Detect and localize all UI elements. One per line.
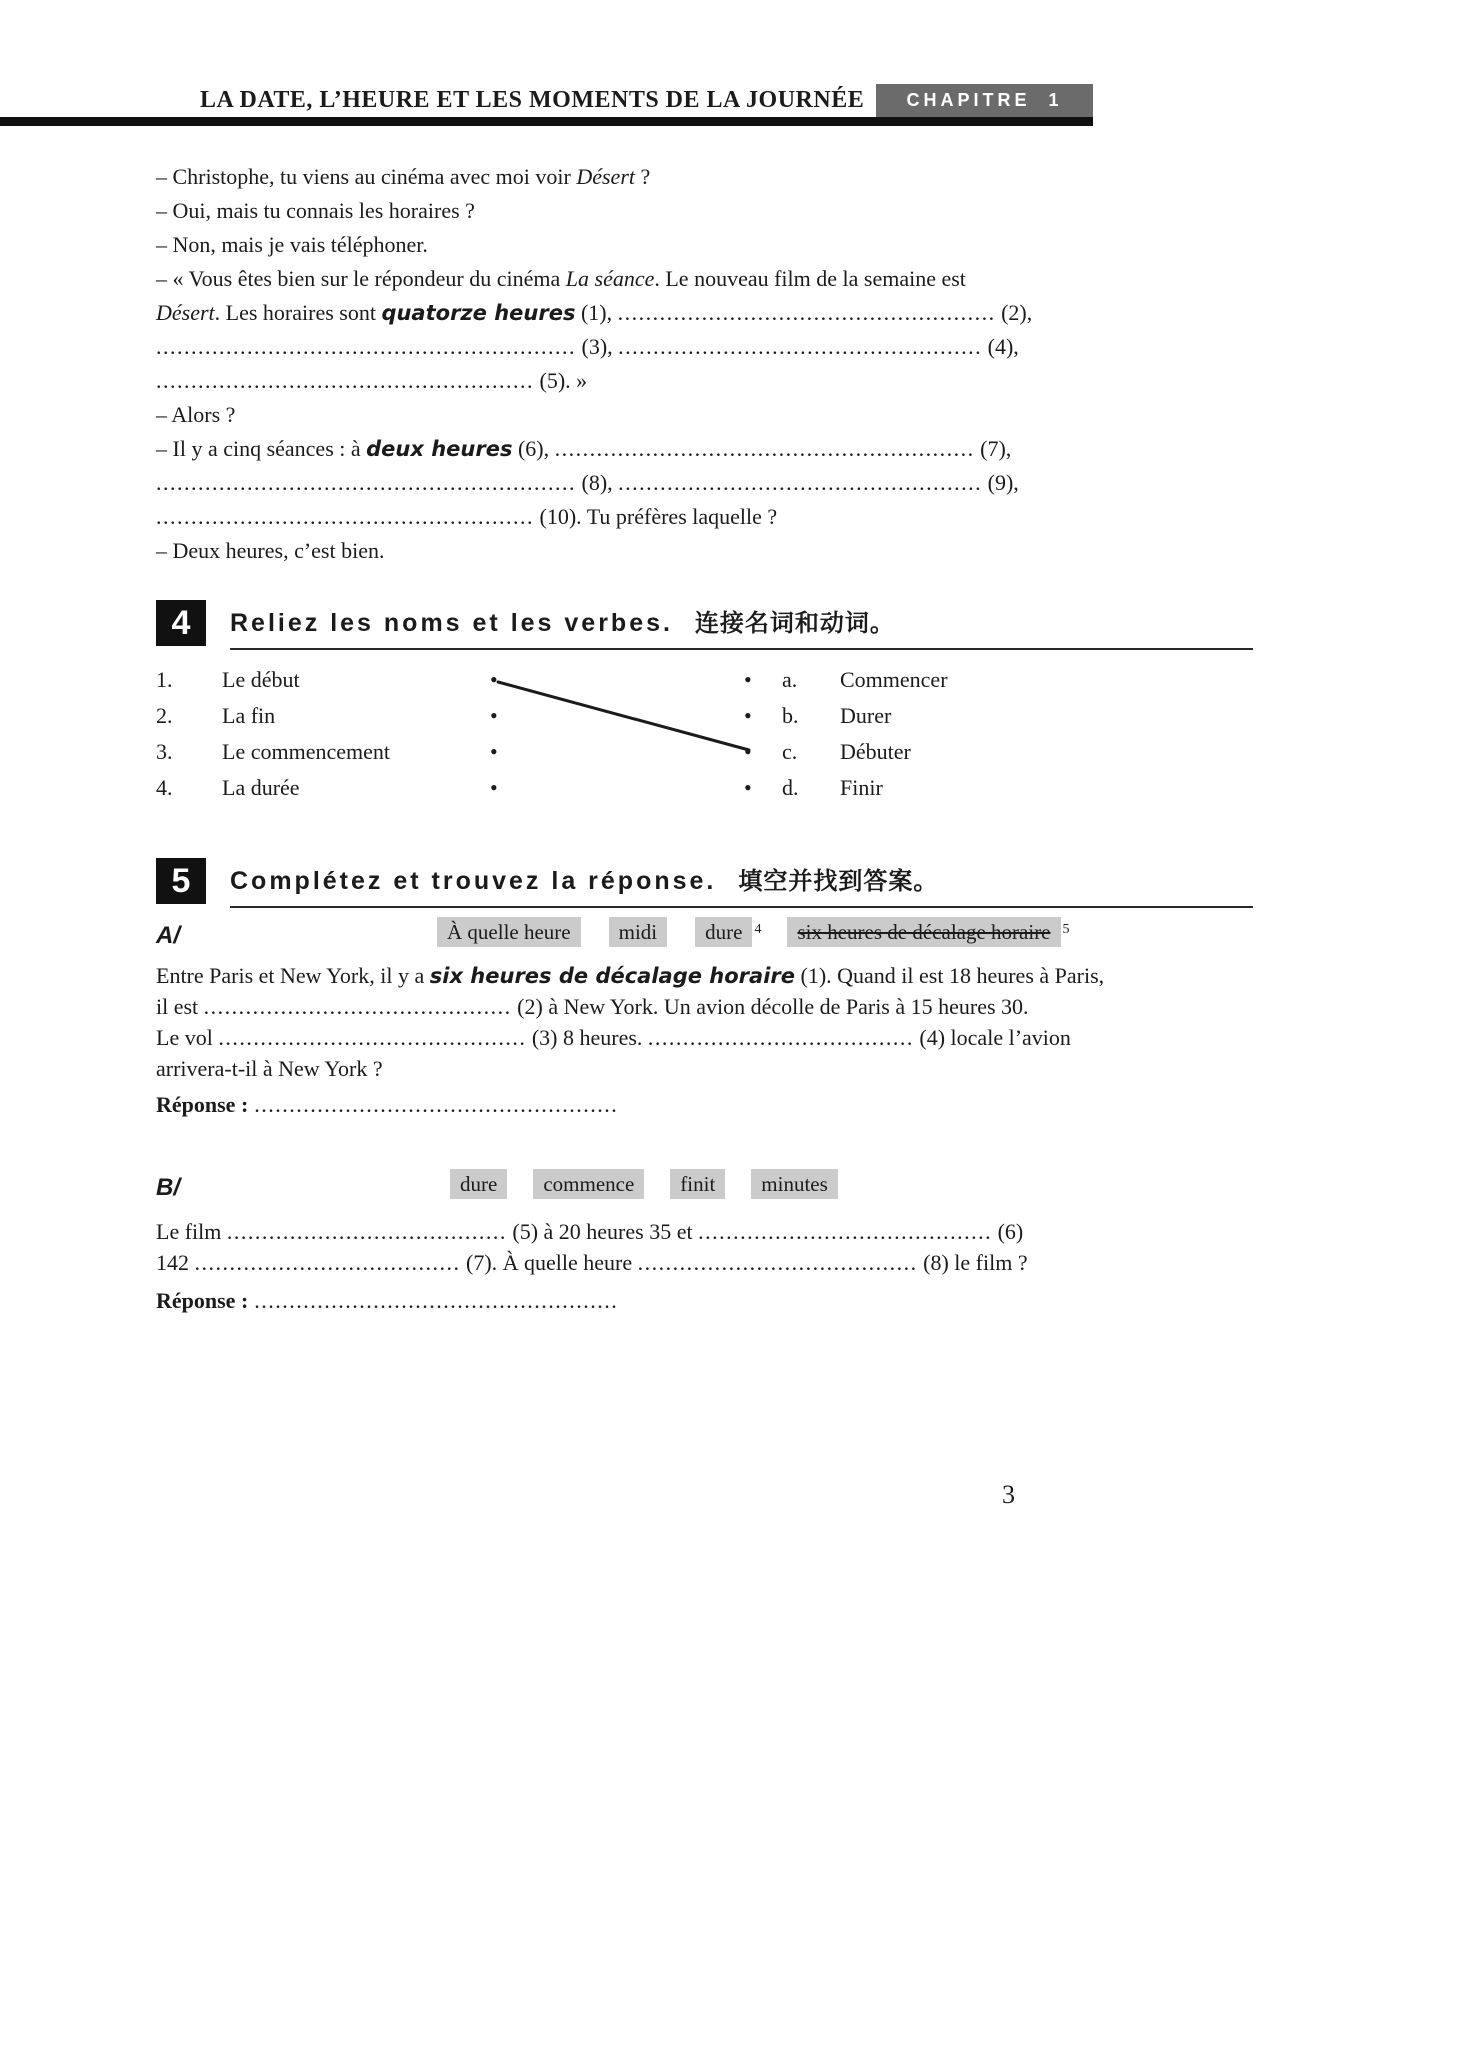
- answer-letter: b.: [782, 703, 799, 728]
- dotted-blank: ....................................................: [618, 470, 983, 495]
- text-segment: (9),: [982, 470, 1019, 495]
- item-number: 4.: [156, 775, 173, 800]
- dotted-blank: ........................................: [226, 1219, 507, 1244]
- word-bank-item: [695, 920, 761, 945]
- text-segment: – Oui, mais tu connais les horaires ?: [156, 198, 475, 223]
- text-line: [156, 432, 1032, 466]
- chip-superscript: 4: [754, 921, 762, 937]
- word-bank-item: [533, 1172, 644, 1197]
- chapter-number: 1: [1048, 90, 1063, 110]
- exercise4-title-french: Reliez les noms et les verbes.: [230, 609, 673, 637]
- dotted-blank: ............................................: [203, 994, 512, 1019]
- dotted-blank: ....................................................: [618, 334, 983, 359]
- text-segment: (2) à New York. Un avion décolle de Paris à 15 heures 30.: [511, 994, 1029, 1019]
- dotted-blank: ............................................................: [156, 334, 576, 359]
- text-segment: Le film: [156, 1219, 227, 1244]
- text-segment: (8) le film ?: [917, 1250, 1028, 1275]
- dialogue-text: [156, 160, 1032, 568]
- match-bullet-right: •: [744, 775, 752, 800]
- exercise4-number: 4: [171, 603, 191, 642]
- page-header-title: LA DATE, L’HEURE ET LES MOMENTS DE LA JOURNÉE: [200, 87, 865, 113]
- dotted-blank: ......................................: [194, 1250, 461, 1275]
- exercise5-rule: [230, 906, 1253, 908]
- exercise4-number-box: [156, 600, 206, 646]
- match-bullet-left: •: [490, 667, 498, 692]
- answer-label: Réponse :: [156, 1092, 249, 1117]
- match-row: [156, 662, 1056, 698]
- word-bank-item: [751, 1172, 838, 1197]
- item-term: La durée: [222, 775, 300, 800]
- text-segment: . Les horaires sont: [214, 300, 382, 325]
- dotted-blank: ........................................: [637, 1250, 918, 1275]
- text-line: [156, 262, 1032, 296]
- answer-line-a: [156, 1092, 618, 1118]
- text-segment: . Le nouveau film de la semaine est: [654, 266, 966, 291]
- dotted-blank: ..........................................: [698, 1219, 993, 1244]
- exercise4-title: [230, 602, 895, 644]
- exercise5-title-chinese: 填空并找到答案。: [738, 868, 939, 895]
- text-segment: (10). Tu préfères laquelle ?: [534, 504, 778, 529]
- page-number: 3: [1002, 1480, 1015, 1509]
- text-segment: 142: [156, 1250, 195, 1275]
- chip-superscript: 5: [1062, 921, 1070, 937]
- text-segment: Entre Paris et New York, il y a: [156, 963, 430, 988]
- text-line: [156, 991, 1104, 1022]
- text-segment: (3) 8 heures.: [526, 1025, 648, 1050]
- matching-grid: [156, 662, 1056, 806]
- text-segment: (1). Quand il est 18 heures à Paris,: [795, 963, 1105, 988]
- dotted-blank: ............................................................: [554, 436, 975, 461]
- word-bank-a: [437, 920, 1070, 945]
- answer-letter: c.: [782, 739, 798, 764]
- match-row: [156, 770, 1056, 806]
- italic-text: La séance: [565, 266, 655, 291]
- header-rule: [0, 117, 1093, 126]
- section-b-text: [156, 1216, 1028, 1278]
- exercise5-title-french: Complétez et trouvez la réponse.: [230, 867, 717, 895]
- text-line: [156, 960, 1104, 991]
- word-bank-chip: minutes: [751, 1169, 838, 1199]
- word-bank-b: [450, 1172, 838, 1197]
- text-line: [156, 194, 1032, 228]
- item-number: 1.: [156, 667, 173, 692]
- text-segment: – Il y a cinq séances : à: [156, 436, 367, 461]
- answer-verb: Durer: [840, 703, 892, 728]
- dotted-blank: ............................................: [218, 1025, 527, 1050]
- text-line: [156, 1053, 1104, 1084]
- exercise5-number: 5: [171, 861, 191, 900]
- item-number: 2.: [156, 703, 173, 728]
- answer-verb: Commencer: [840, 667, 948, 692]
- text-segment: (4) locale l’avion: [913, 1025, 1071, 1050]
- text-segment: – Christophe, tu viens au cinéma avec moi voir: [156, 164, 577, 189]
- match-bullet-right: •: [744, 703, 752, 728]
- text-segment: (6): [992, 1219, 1024, 1244]
- text-segment: (2),: [995, 300, 1033, 325]
- item-number: 3.: [156, 739, 173, 764]
- text-line: [156, 398, 1032, 432]
- text-segment: (8),: [576, 470, 619, 495]
- match-bullet-left: •: [490, 739, 498, 764]
- answer-verb: Finir: [840, 775, 883, 800]
- text-segment: (7). À quelle heure: [460, 1250, 638, 1275]
- text-line: [156, 160, 1032, 194]
- section-b-label: B/: [156, 1174, 180, 1201]
- item-term: Le commencement: [222, 739, 390, 764]
- match-row: [156, 698, 1056, 734]
- dotted-blank: ......................................................: [156, 504, 534, 529]
- word-bank-chip: À quelle heure: [437, 917, 581, 947]
- match-bullet-left: •: [490, 775, 498, 800]
- match-bullet-left: •: [490, 703, 498, 728]
- text-line: [156, 534, 1032, 568]
- text-segment: Le vol: [156, 1025, 219, 1050]
- text-segment: (5). »: [534, 368, 588, 393]
- dotted-blank: ......................................................: [617, 300, 996, 325]
- text-segment: – « Vous êtes bien sur le répondeur du cinéma: [156, 266, 566, 291]
- item-term: La fin: [222, 703, 276, 728]
- text-segment: (1),: [575, 300, 618, 325]
- word-bank-chip: midi: [609, 917, 668, 947]
- word-bank-item: [787, 920, 1069, 945]
- match-bullet-right: •: [744, 739, 752, 764]
- exercise5-title: [230, 860, 938, 902]
- chapter-badge: [876, 84, 1093, 117]
- text-segment: il est: [156, 994, 204, 1019]
- text-segment: (6),: [512, 436, 555, 461]
- section-a-text: [156, 960, 1104, 1084]
- section-a-label: A/: [156, 922, 180, 949]
- answer-letter: a.: [782, 667, 798, 692]
- item-term: Le début: [222, 667, 300, 692]
- dotted-blank: ......................................: [647, 1025, 914, 1050]
- word-bank-chip: dure: [695, 917, 752, 947]
- answer-blank: ....................................................: [254, 1092, 619, 1117]
- text-line: [156, 1216, 1028, 1247]
- handwritten-answer: deux heures: [366, 437, 513, 461]
- text-segment: (3),: [576, 334, 619, 359]
- handwritten-answer: quatorze heures: [381, 301, 576, 325]
- word-bank-chip: commence: [533, 1169, 644, 1199]
- word-bank-chip-struck: six heures de décalage horaire: [787, 917, 1060, 947]
- answer-line-b: [156, 1288, 618, 1314]
- word-bank-item: [437, 920, 583, 945]
- text-segment: – Non, mais je vais téléphoner.: [156, 232, 428, 257]
- italic-text: Désert: [156, 300, 215, 325]
- text-line: [156, 466, 1032, 500]
- exercise4-title-chinese: 连接名词和动词。: [694, 610, 895, 637]
- answer-letter: d.: [782, 775, 799, 800]
- text-segment: ?: [635, 164, 651, 189]
- text-line: [156, 364, 1032, 398]
- chapter-label: CHAPITRE: [906, 90, 1031, 110]
- word-bank-item: [670, 1172, 725, 1197]
- exercise5-number-box: [156, 858, 206, 904]
- text-line: [156, 1022, 1104, 1053]
- handwritten-answer: six heures de décalage horaire: [429, 964, 795, 988]
- text-segment: (5) à 20 heures 35 et: [506, 1219, 699, 1244]
- text-line: [156, 500, 1032, 534]
- text-line: [156, 296, 1032, 330]
- text-line: [156, 1247, 1028, 1278]
- dotted-blank: ......................................................: [156, 368, 534, 393]
- exercise4-rule: [230, 648, 1253, 650]
- answer-label: Réponse :: [156, 1288, 249, 1313]
- answer-verb: Débuter: [840, 739, 911, 764]
- word-bank-item: [450, 1172, 507, 1197]
- answer-blank: ....................................................: [254, 1288, 619, 1313]
- text-segment: – Alors ?: [156, 402, 236, 427]
- word-bank-chip: dure: [450, 1169, 507, 1199]
- text-segment: arrivera-t-il à New York ?: [156, 1056, 383, 1081]
- word-bank-chip: finit: [670, 1169, 725, 1199]
- match-bullet-right: •: [744, 667, 752, 692]
- word-bank-item: [609, 920, 670, 945]
- text-segment: – Deux heures, c’est bien.: [156, 538, 385, 563]
- dotted-blank: ............................................................: [156, 470, 576, 495]
- italic-text: Désert: [576, 164, 635, 189]
- text-line: [156, 228, 1032, 262]
- match-row: [156, 734, 1056, 770]
- text-segment: (4),: [982, 334, 1019, 359]
- text-segment: (7),: [974, 436, 1012, 461]
- text-line: [156, 330, 1032, 364]
